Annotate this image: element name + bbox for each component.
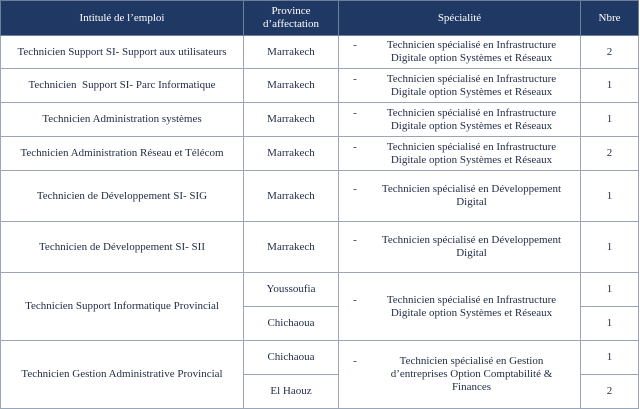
bullet-dash: - <box>353 355 357 367</box>
count-cell: 1 <box>581 69 639 103</box>
specialty-cell <box>339 341 581 409</box>
header-province <box>244 1 339 36</box>
count-cell: 1 <box>581 273 639 307</box>
specialty-cell <box>339 103 581 137</box>
job-cell: Technicien Administration systèmes <box>1 103 244 137</box>
header-row <box>1 1 639 36</box>
specialty-line: Technicien spécialisé en Développement <box>381 234 562 246</box>
table-row <box>1 69 639 103</box>
specialty-line: Digitale option Systèmes et Réseaux <box>390 52 553 64</box>
header-job: Intitulé de l’emploi <box>1 1 244 36</box>
header-count: Nbre <box>581 1 639 36</box>
bullet-dash: - <box>353 293 357 306</box>
table-row <box>1 273 639 307</box>
specialty-line: Technicien spécialisé en Infrastructure <box>386 293 557 306</box>
province-cell: Marrakech <box>244 36 339 69</box>
specialty-line: Technicien spécialisé en Infrastructure <box>386 39 557 51</box>
specialty-line: Technicien spécialisé en Infrastructure <box>386 106 557 119</box>
count-cell: 1 <box>581 341 639 375</box>
specialty-line: Digital <box>456 196 487 208</box>
count-cell: 1 <box>581 222 639 273</box>
specialty-line: Digitale option Systèmes et Réseaux <box>390 306 553 319</box>
job-cell: Technicien Support Informatique Provincial <box>1 273 244 341</box>
count-cell: 1 <box>581 103 639 137</box>
bullet-dash: - <box>353 140 357 153</box>
job-cell: Technicien Support SI- Support aux utilisateurs <box>1 36 244 69</box>
job-cell: Technicien de Développement SI- SIG <box>1 171 244 222</box>
job-cell: Technicien Support SI- Parc Informatique <box>1 69 244 103</box>
count-cell: 1 <box>581 171 639 222</box>
header-specialty: Spécialité <box>339 1 581 36</box>
specialty-line: d’entreprises Option Comptabilité & <box>390 368 553 380</box>
specialty-cell <box>339 137 581 171</box>
count-cell: 2 <box>581 36 639 69</box>
bullet-dash: - <box>353 39 357 51</box>
province-cell: Youssoufia <box>244 273 339 307</box>
specialty-line: Technicien spécialisé en Infrastructure <box>386 140 557 153</box>
job-cell: Technicien Gestion Administrative Provincial <box>1 341 244 409</box>
bullet-dash: - <box>353 72 357 85</box>
bullet-dash: - <box>353 106 357 119</box>
header-province-line2: d’affectation <box>263 18 319 30</box>
specialty-line: Technicien spécialisé en Développement <box>381 183 562 195</box>
bullet-dash: - <box>353 234 357 246</box>
specialty-cell <box>339 69 581 103</box>
specialty-line: Digitale option Systèmes et Réseaux <box>390 153 553 166</box>
table-row <box>1 222 639 273</box>
count-cell: 2 <box>581 137 639 171</box>
province-cell: Chichaoua <box>244 341 339 375</box>
count-cell: 2 <box>581 375 639 409</box>
specialty-line: Digitale option Systèmes et Réseaux <box>390 119 553 132</box>
province-cell: Marrakech <box>244 69 339 103</box>
table-row <box>1 171 639 222</box>
specialty-cell <box>339 273 581 341</box>
specialty-line: Technicien spécialisé en Infrastructure <box>386 72 557 85</box>
specialty-line: Digital <box>456 247 487 259</box>
province-cell: Chichaoua <box>244 307 339 341</box>
specialty-cell <box>339 222 581 273</box>
bullet-dash: - <box>353 183 357 195</box>
specialty-cell <box>339 171 581 222</box>
table-row <box>1 36 639 69</box>
specialty-line: Digitale option Systèmes et Réseaux <box>390 85 553 98</box>
header-province-line1: Province <box>271 5 311 17</box>
province-cell: Marrakech <box>244 171 339 222</box>
province-cell: Marrakech <box>244 103 339 137</box>
specialty-line: Technicien spécialisé en Gestion <box>399 355 544 367</box>
table-row <box>1 341 639 375</box>
province-cell: Marrakech <box>244 137 339 171</box>
table-row <box>1 137 639 171</box>
job-cell: Technicien de Développement SI- SII <box>1 222 244 273</box>
table-row <box>1 103 639 137</box>
job-cell: Technicien Administration Réseau et Télécom <box>1 137 244 171</box>
specialty-line: Finances <box>451 381 492 393</box>
count-cell: 1 <box>581 307 639 341</box>
province-cell: Marrakech <box>244 222 339 273</box>
specialty-cell <box>339 36 581 69</box>
province-cell: El Haouz <box>244 375 339 409</box>
